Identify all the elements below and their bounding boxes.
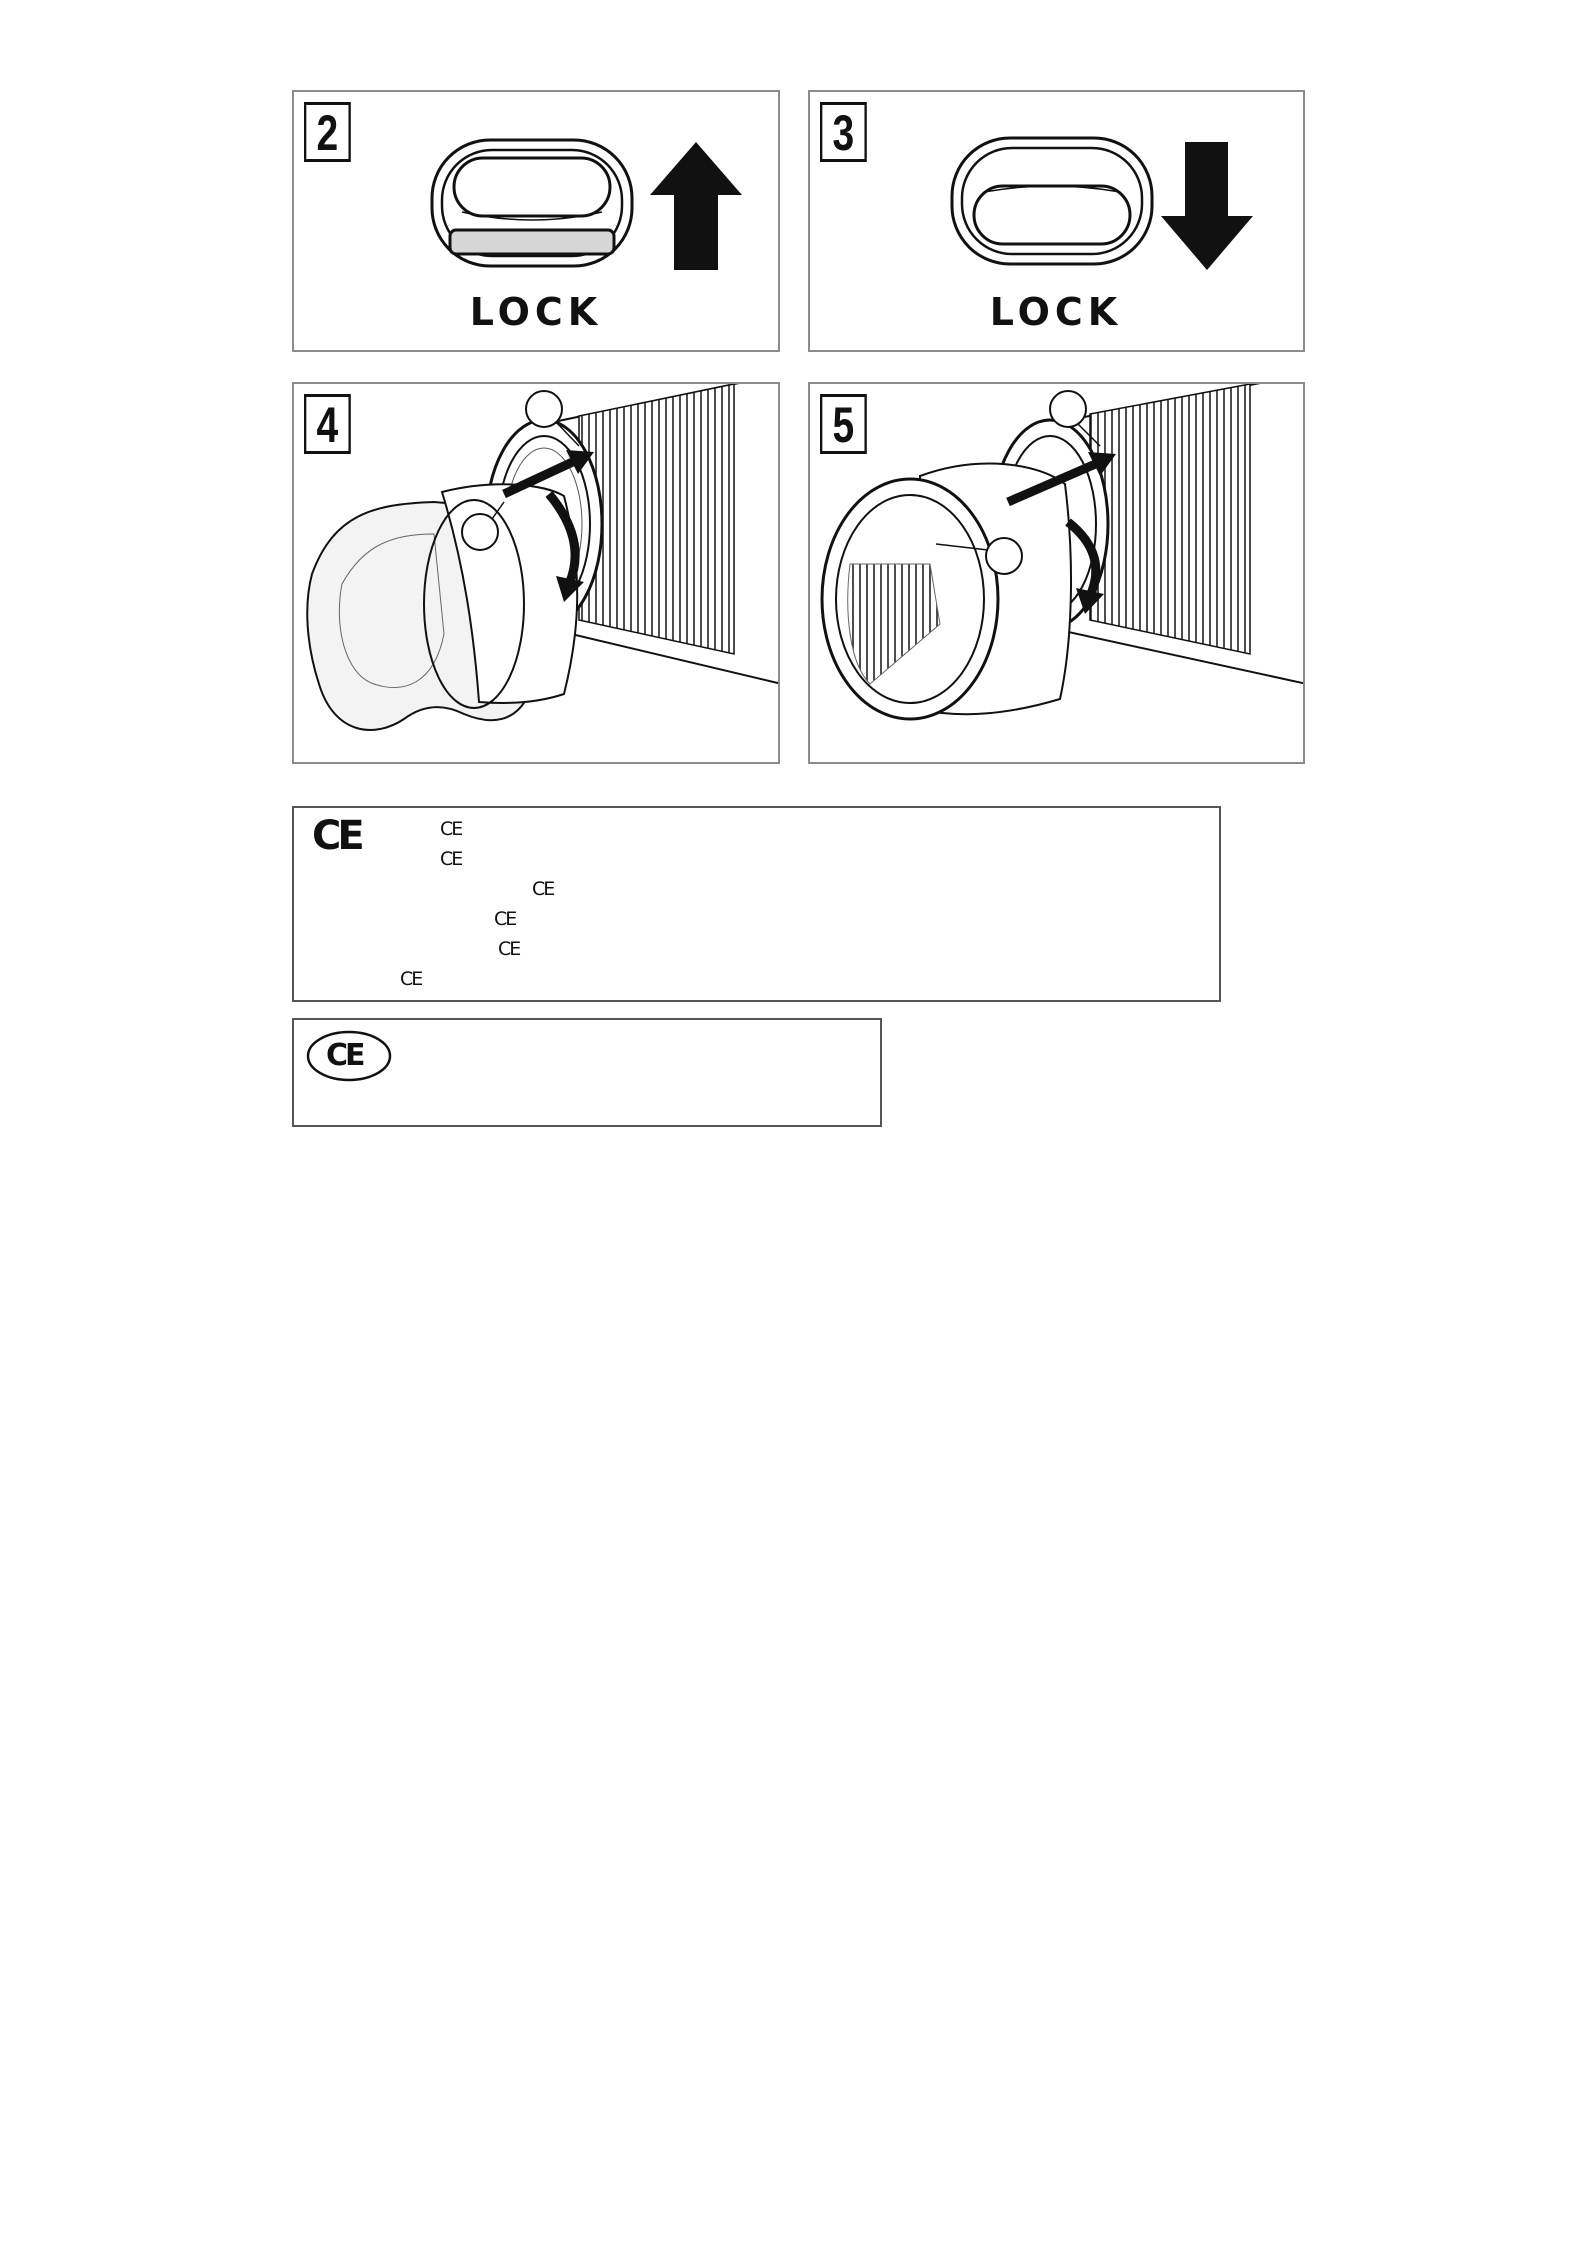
ce-compliance-box	[292, 806, 1221, 1002]
step-number: 4	[304, 394, 351, 454]
step-2-panel	[292, 90, 780, 352]
ce-mark-icon: CE	[440, 848, 462, 870]
ce-mark-icon: CE	[400, 968, 422, 990]
ce-declaration-box	[292, 1018, 882, 1127]
step-number: 5	[820, 394, 867, 454]
ce-mark-icon: CE	[532, 878, 554, 900]
step-5-panel	[808, 382, 1305, 764]
ce-mark-icon: CE	[494, 908, 516, 930]
step-number: 2	[304, 102, 351, 162]
lens-hood-illustration	[810, 384, 1305, 764]
lock-label: LOCK	[989, 290, 1123, 334]
step-number: 3	[820, 102, 867, 162]
lock-label: LOCK	[469, 290, 603, 334]
ce-mark-icon: CE	[498, 938, 520, 960]
ce-mark-icon: CE	[312, 813, 361, 859]
ce-mark-icon: CE	[326, 1038, 363, 1073]
ce-mark-icon: CE	[440, 818, 462, 840]
step-3-panel	[808, 90, 1305, 352]
lens-hood-illustration	[294, 384, 780, 764]
step-4-panel	[292, 382, 780, 764]
